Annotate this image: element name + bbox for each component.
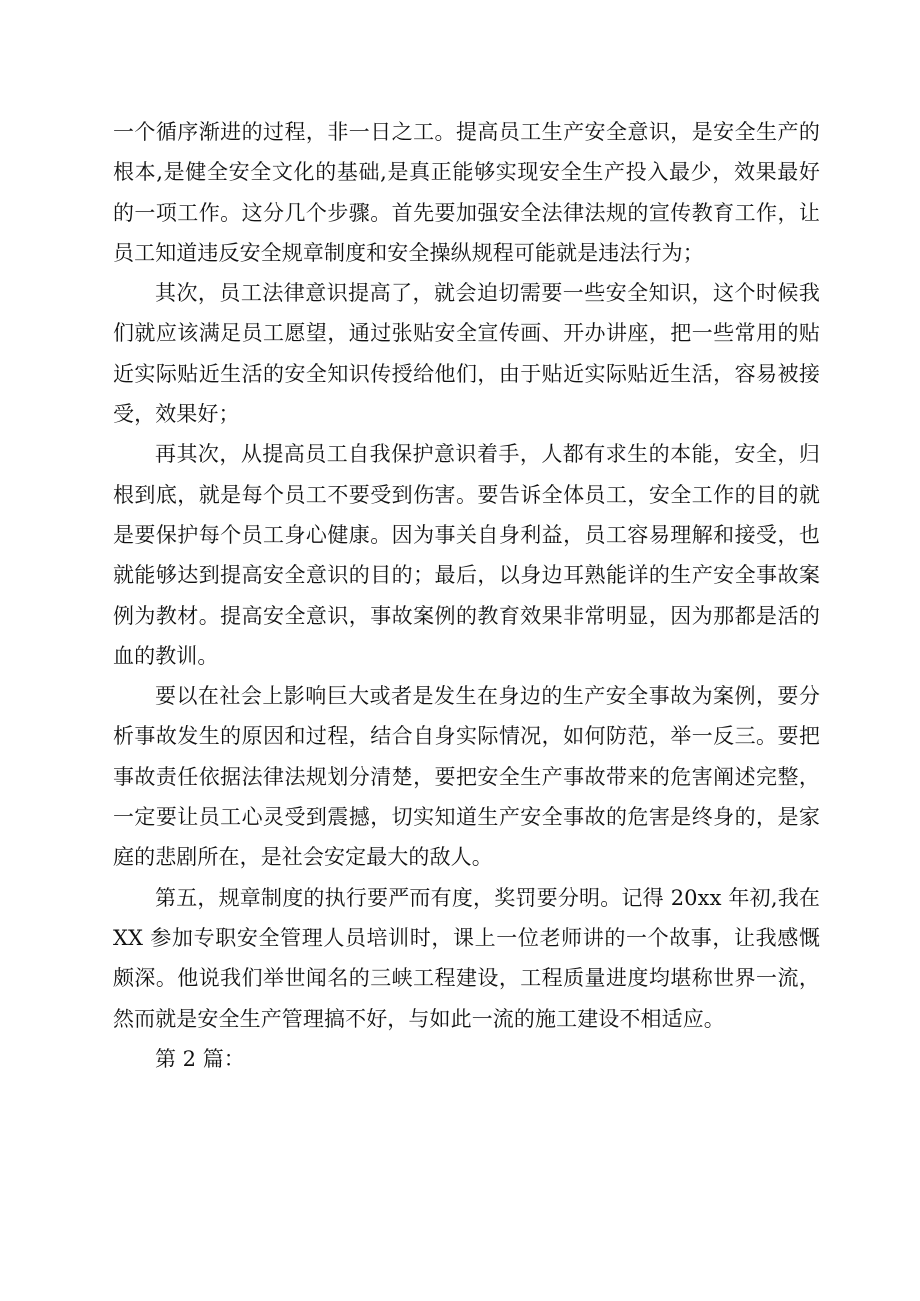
paragraph-2: 其次，员工法律意识提高了，就会迫切需要一些安全知识，这个时候我们就应该满足员工愿望，通过张贴安全宣传画、开办讲座，把一些常用的贴近实际贴近生活的安全知识传授给他们，由于贴近实际贴近生活，容易被接受，效果好； bbox=[113, 281, 820, 427]
section-heading: 第 2 篇： bbox=[155, 1046, 245, 1071]
paragraph-5: 第五，规章制度的执行要严而有度，奖罚要分明。记得 20xx 年初,我在 XX 参加专职安全管理人员培训时，课上一位老师讲的一个故事，让我感慨颇深。他说我们举世闻名的三峡工程建设，工程质量进度均堪称世界一流，然而就是安全生产管理搞不好，与如此一流的施工建设不相适应。 bbox=[113, 885, 820, 1031]
paragraph-3: 再其次，从提高员工自我保护意识着手，人都有求生的本能，安全，归根到底，就是每个员工不要受到伤害。要告诉全体员工，安全工作的目的就是要保护每个员工身心健康。因为事关自身利益，员工容易理解和接受，也就能够达到提高安全意识的目的；最后，以身边耳熟能详的生产安全事故案例为教材。提高安全意识，事故案例的教育效果非常明显，因为那都是活的血的教训。 bbox=[113, 442, 820, 668]
paragraph-1: 一个循序渐进的过程，非一日之工。提高员工生产安全意识，是安全生产的根本,是健全安全文化的基础,是真正能够实现安全生产投入最少，效果最好的一项工作。这分几个步骤。首先要加强安全法律法规的宣传教育工作，让员工知道违反安全规章制度和安全操纵规程可能就是违法行为； bbox=[113, 120, 820, 265]
document-body bbox=[113, 112, 820, 1079]
paragraph-4: 要以在社会上影响巨大或者是发生在身边的生产安全事故为案例，要分析事故发生的原因和过程，结合自身实际情况，如何防范，举一反三。要把事故责任依据法律法规划分清楚，要把安全生产事故带来的危害阐述完整，一定要让员工心灵受到震撼，切实知道生产安全事故的危害是终身的，是家庭的悲剧所在，是社会安定最大的敌人。 bbox=[113, 684, 820, 870]
